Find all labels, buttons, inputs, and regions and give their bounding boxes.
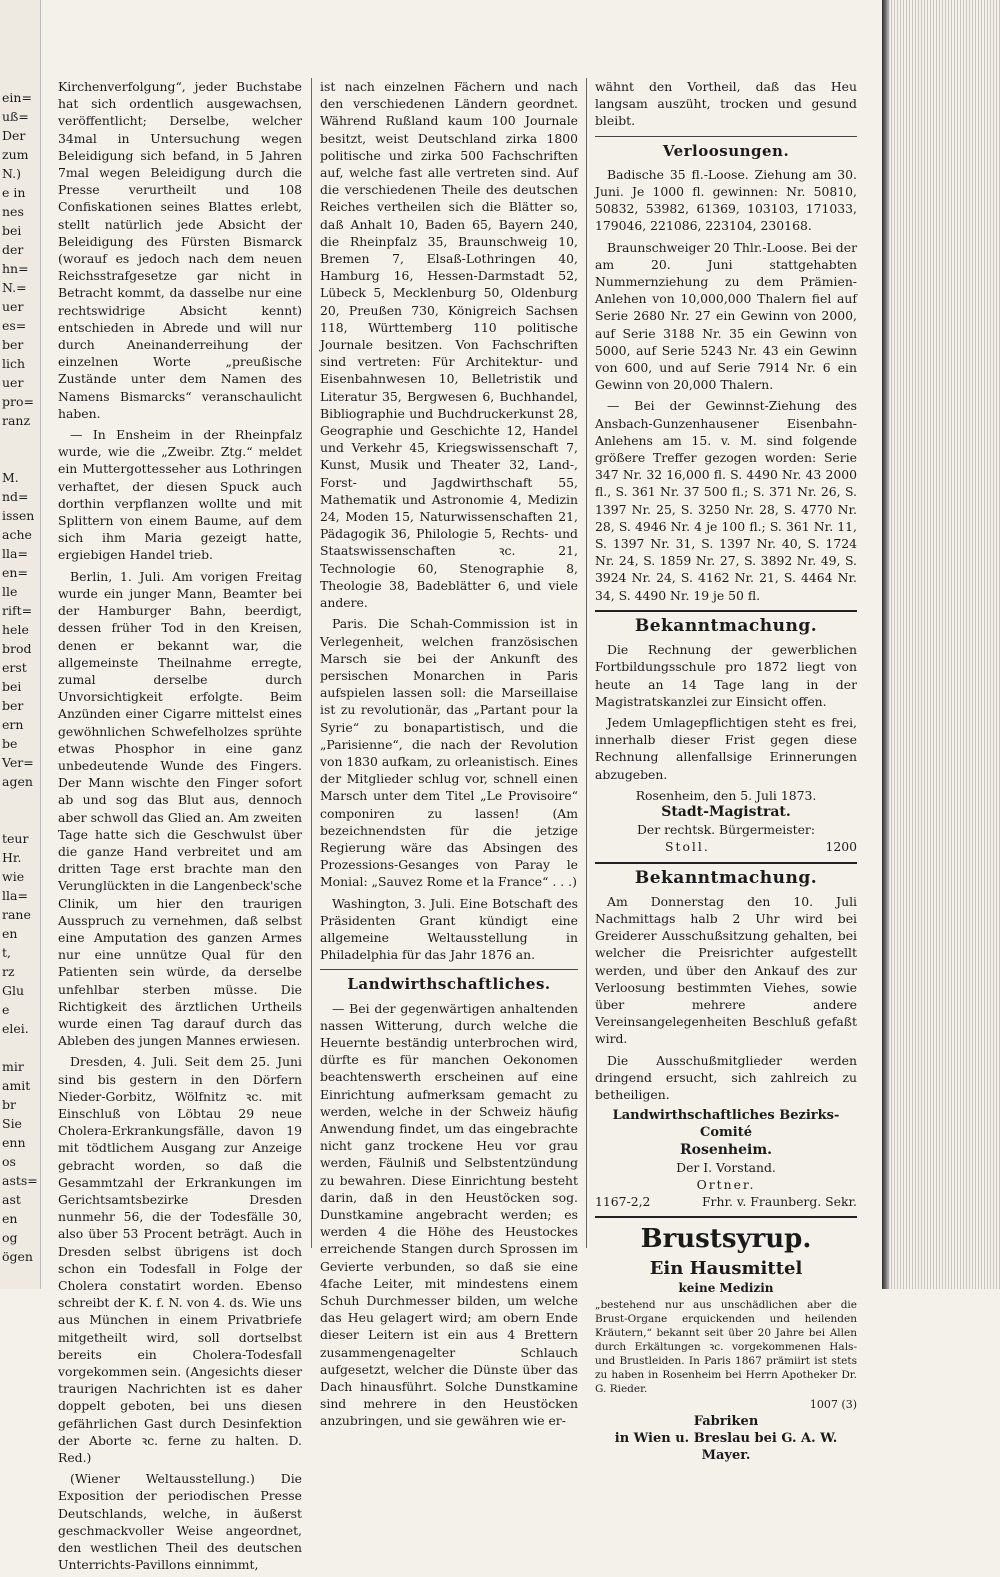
lottery-badische: Badische 35 fl.-Loose. Ziehung am 30. Juni. Je 1000 fl. gewinnen: Nr. 50810, 50832, 53982, 61369, 103103, 171033, 179046, 221086, 223104, 230168. bbox=[595, 166, 857, 234]
notice-1-signature bbox=[595, 838, 857, 855]
notice-2-text-2: Die Ausschußmitglieder werden dringend ersucht, sich zahlreich zu betheiligen. bbox=[595, 1052, 857, 1102]
notice-2-footer bbox=[595, 1193, 857, 1210]
column-1 bbox=[58, 78, 302, 1577]
left-margin-fragments: ein= uß= Der zum N.) e in nes bei der hn= N.= uer es= ber lich uer pro= ranz M. nd= issen ache lla= en= lle rift= hele brod erst bei ber ern be Ver= agen teur Hr. wie lla= rane en t, rz Glu e elei. mir amit br Sie enn os asts= ast en og ögen bbox=[2, 90, 38, 1264]
notice-2-role: Der I. Vorstand. bbox=[676, 1159, 776, 1175]
notice-2-number: 1167-2,2 bbox=[595, 1194, 651, 1210]
left-page-margin bbox=[0, 0, 41, 1289]
article-press-statistics: ist nach einzelnen Fächern und nach den verschiedenen Ländern geordnet. Während Rußland kaum 100 Journale besitzt, weist Deutschland zirka 1800 politische und zirka 500 Fachschriften auf, welche fast alle vertreten sind. Auf die verschiedenen Theile des deutschen Reiches vertheilen sich die Blätter so, daß Anhalt 10, Baden 65, Bayern 240, die Rheinpfalz 35, Braunschweig 10, Bremen 7, Elsaß-Lothringen 40, Hamburg 16, Hessen-Darmstadt 52, Lübeck 5, Mecklenburg 50, Oldenburg 20, Preußen 730, Königreich Sachsen 118, Württemberg 110 politische Journale besitzen. Von Fachschriften sind vertreten: Für Architektur- und Eisenbahnwesen 10, Belletristik und Literatur 35, Bergwesen 6, Buchhandel, Bibliographie und Buchdruckerkunst 28, Geographie und Geschichte 12, Handel und Verkehr 45, Kriegswissenschaft 7, Kunst, Musik und Theater 32, Land-, Forst- und Jagdwirthschaft 55, Mathematik und Astronomie 4, Medizin 24, Moden 15, Naturwissenschaften 21, Pädagogik 36, Philologie 5, Rechts- und Staatswissenschaften ꝛc. 21, Technologie 60, Stenographie 8, Theologie 38, Badeblätter 6, und viele andere. bbox=[320, 79, 578, 611]
divider bbox=[595, 1216, 857, 1218]
section-heading-landwirthschaftliches: Landwirthschaftliches. bbox=[347, 975, 551, 994]
lottery-ansbach: — Bei der Gewinnst-Ziehung des Ansbach-Gunzenhausener Eisenbahn-Anlehens am 15. v. M. sind folgende größere Treffer gezogen worden: Serie 347 Nr. 32 16,000 fl. S. 4490 Nr. 43 2000 fl., S. 361 Nr. 37 500 fl.; S. 371 Nr. 26, S. 1397 Nr. 25, S. 3250 Nr. 28, S. 4770 Nr. 28, S. 4946 Nr. 4 je 100 fl.; S. 361 Nr. 11, S. 1397 Nr. 31, S. 1397 Nr. 40, S. 1724 Nr. 24, S. 1859 Nr. 27, S. 3892 Nr. 49, S. 3924 Nr. 24, S. 4162 Nr. 21, S. 4464 Nr. 34, S. 4490 Nr. 19 je 50 fl. bbox=[595, 398, 857, 603]
notice-1-text: Die Rechnung der gewerblichen Fortbildungsschule pro 1872 liegt von heute an 14 Tage lang in der Magistratskanzlei zur Einsicht offen. bbox=[595, 642, 857, 709]
notice-heading-1: Bekanntmachung. bbox=[634, 615, 818, 636]
divider bbox=[320, 969, 578, 970]
divider bbox=[595, 136, 857, 137]
article-paris: Paris. Die Schah-Commission ist in Verlegenheit, welchen französischen Marsch sie bei der Ankunft des persischen Monarchen in Paris aufspielen lassen soll: die Marseillaise ist zu revolutionär, das „Partant pour la Syrie“ zu bonapartistisch, und die „Parisienne“, die nach der Revolution von 1830 aufkam, zu orleanistisch. Eines der Mitglieder schlug vor, schnell einen Marsch unter dem Titel „Le Provisoire“ componiren zu lassen! (Am bezeichnendsten für die jetzige Regierung wäre das Absingen des Prozessions-Gesanges von Paray le Monial: „Sauvez Rome et la France“ . . .) bbox=[320, 616, 578, 890]
notice-2-secretary: Frhr. v. Fraunberg. Sekr. bbox=[701, 1194, 857, 1210]
notice-1-date: Rosenheim, den 5. Juli 1873. bbox=[635, 787, 817, 803]
article-washington: Washington, 3. Juli. Eine Botschaft des Präsidenten Grant kündigt eine allgemeine Weltausstellung in Philadelphia für das Jahr 1876 an. bbox=[320, 895, 578, 963]
column-2 bbox=[320, 78, 578, 1434]
ad-number: 1007 (3) bbox=[809, 1397, 857, 1411]
column-rule-1 bbox=[311, 78, 312, 1248]
column-3 bbox=[595, 78, 857, 1464]
divider bbox=[595, 862, 857, 864]
notice-2-text: Am Donnerstag den 10. Juli Nachmittags halb 2 Uhr wird bei Greiderer Ausschußsitzung gehalten, bei welcher die Preisrichter aufgestellt werden, und über den Ankauf des zur Verloosung bestimmten Viehes, sowie über mehrere andere Vereinsangelegenheiten Beschluß gefaßt wird. bbox=[595, 893, 857, 1047]
article-dresden: Dresden, 4. Juli. Seit dem 25. Juni sind bis gestern in den Dörfern Nieder-Gorbitz, Wölfnitz ꝛc. mit Einschluß von Löbtau 29 neue Cholera-Erkrankungsfälle, davon 19 mit tödtlichem Ausgang zur Anzeige gebracht worden, so daß die Gesammtzahl der Erkrankungen im Gerichtsamtsbezirke Dresden nunmehr 56, die der Todesfälle 30, also über 53 Procent beträgt. Auch in Dresden selbst übrigens ist doch schon ein Todesfall in Folge der Cholera constatirt worden. Ebenso schreibt der K. f. N. von 4. ds. Wie uns aus München in einem Privatbriefe mitgetheilt wird, soll dortselbst bereits ein Cholera-Todesfall vorgekommen sein. (Angesichts dieser traurigen Nachrichten ist es daher doppelt geboten, bei uns diesen gefährlichen Gast durch Desinfektion der Aborte ꝛc. ferne zu halten. D. Red.) bbox=[58, 1054, 302, 1466]
notice-1-number: 1200 bbox=[825, 839, 857, 855]
article-ensheim: — In Ensheim in der Rheinpfalz wurde, wie die „Zweibr. Ztg.“ meldet ein Muttergottesseher aus Lothringen verhaftet, der diesen Spuck auch dorthin verpflanzen wollte und mit Splittern von einem Baume, auf dem sich ihm Maria gezeigt hatte, ergiebigen Handel trieb. bbox=[58, 427, 302, 563]
ad-subtitle: Ein Hausmittel bbox=[649, 1258, 803, 1280]
article-wiener-weltausstellung: (Wiener Weltausstellung.) Die Exposition der periodischen Presse Deutschlands, welche, in äußerst geschmackvoller Weise angeordnet, den westlichen Theil des deutschen Unterrichts-Pavillons einnimmt, bbox=[58, 1471, 302, 1573]
notice-1-name: Stoll. bbox=[665, 839, 710, 855]
article-heu-continued: wähnt den Vortheil, daß das Heu langsam auszüht, trocken und gesund bleibt. bbox=[595, 79, 857, 129]
newspaper-page bbox=[58, 78, 862, 1573]
notice-2-org-city: Rosenheim. bbox=[679, 1141, 773, 1158]
ad-text: „bestehend nur aus unschädlichen aber die Brust-Organe erquickenden und heilenden Kräutern,“ bekannt seit über 20 Jahre bei Allen durch Erkältungen ꝛc. vorgekommenen Hals- und Brustleiden. In Paris 1867 prämiirt ist stets zu haben in Rosenheim bei Herrn Apotheker Dr. G. Rieder. bbox=[595, 1298, 857, 1395]
article-kirchenverfolgung: Kirchenverfolgung“, jeder Buchstabe hat sich ordentlich ausgewachsen, veröffentlicht; Derselbe, welcher 34mal in Untersuchung wegen Beleidigung sich befand, in 5 Jahren 7mal wegen Beleidigung durch die Presse verurtheilt und 108 Confiskationen seines Blattes erlebt, stellt natürlich jede Absicht der Beleidigung des Fürsten Bismarck (worauf es jedoch nach dem neuen Reichsstrafgesetze gar nicht in Betracht kommt, da dasselbe nur eine rechtswidrige Absicht kennt) entschieden in Abrede und will nur durch Aneinanderreihung der einzelnen Worte „preußische Zustände unter dem Namen des Namens Bismarcks“ veranschaulicht haben. bbox=[58, 79, 302, 421]
column-rule-2 bbox=[586, 78, 587, 1248]
book-page-edges bbox=[882, 0, 1000, 1289]
article-berlin: Berlin, 1. Juli. Am vorigen Freitag wurde ein junger Mann, Beamter bei der Hamburger Bahn, beerdigt, dessen früher Tod in den Kreisen, denen er bekannt war, die allgemeinste Theilnahme erregte, zumal derselbe durch Unvorsichtigkeit erfolgte. Beim Anzünden einer Cigarre mittelst eines gewöhnlichen Schwefelholzes sprühte etwas Phosphor in eine ganz unbedeutende Wunde des Fingers. Der Mann wischte den Finger sofort ab und sog das Blut aus, dennoch aber schwoll das Glied an. Am zweiten Tage hatte sich die Geschwulst über die ganze Hand verbreitet und am dritten Tage erst brachte man den Verunglückten in die Langenbeck'sche Clinik, um hier den traurigen Ausspruch zu vernehmen, daß selbst eine Amputation des ganzen Armes nur eine unnütze Qual für den Patienten sein würde, da derselbe unfehlbar sterben müsse. Die Richtigkeit des ärztlichen Urtheils wurde einen Tag darauf durch das Ableben des jungen Mannes erwiesen. bbox=[58, 568, 302, 1049]
notice-2-org: Landwirthschaftliches Bezirks-Comité bbox=[612, 1108, 840, 1141]
notice-2-name: Ortner. bbox=[696, 1176, 756, 1192]
ad-title: Brustsyrup. bbox=[640, 1224, 812, 1255]
notice-1-text-2: Jedem Umlagepflichtigen steht es frei, innerhalb dieser Frist gegen diese Rechnung allenfallsige Erinnerungen abzugeben. bbox=[595, 714, 857, 782]
divider bbox=[595, 610, 857, 612]
section-heading-verloosungen: Verloosungen. bbox=[662, 141, 790, 160]
article-heuernte: — Bei der gegenwärtigen anhaltenden nassen Witterung, durch welche die Heuernte beständig unterbrochen wird, dürfte es für manchen Oekonomen beachtenswerth erscheinen auf eine Einrichtung aufmerksam gemacht zu werden, welche in der Schweiz häufig Anwendung findet, um das eingebrachte nicht ganz trockene Heu vor grau werden, Fäulniß und Selbstentzündung zu bewahren. Diese Einrichtung besteht darin, daß in den Heustöcken sog. Dunstkamine angebracht werden; es werden 4 die Höhe des Heustockes erreichende Stangen durch Sprossen im Gevierte verbunden, so daß sie eine 4fache Leiter, mit mindestens einem Schuh Durchmesser bilden, um welche das Heu gelagert wird; am obern Ende dieser Leitern ist ein aus 4 Brettern zusammengenagelter Schlauch aufgesetzt, welcher die Dünste über das Dach hinausführt. Solche Dunstkamine sind mehrere in den Heustöcken anzubringen, und sie gewähren wie er- bbox=[320, 1000, 578, 1429]
notice-1-office: Stadt-Magistrat. bbox=[661, 803, 791, 820]
notice-heading-2: Bekanntmachung. bbox=[634, 867, 818, 888]
notice-1-role: Der rechtsk. Bürgermeister: bbox=[636, 822, 816, 838]
ad-subtitle-2: keine Medizin bbox=[678, 1281, 774, 1296]
ad-fabriken-location: in Wien u. Breslau bei G. A. W. Mayer. bbox=[614, 1431, 838, 1464]
lottery-braunschweiger: Braunschweiger 20 Thlr.-Loose. Bei der am 20. Juni stattgehabten Nummernziehung zu dem Prämien-Anlehen von 10,000,000 Thalern fiel auf Serie 2680 Nr. 27 ein Gewinn von 2000, auf Serie 3188 Nr. 35 ein Gewinn von 5000, auf Serie 5243 Nr. 43 ein Gewinn von 600, und auf Serie 7914 Nr. 6 ein Gewinn von 20,000 Thalern. bbox=[595, 239, 857, 393]
ad-fabriken: Fabriken bbox=[693, 1413, 759, 1429]
